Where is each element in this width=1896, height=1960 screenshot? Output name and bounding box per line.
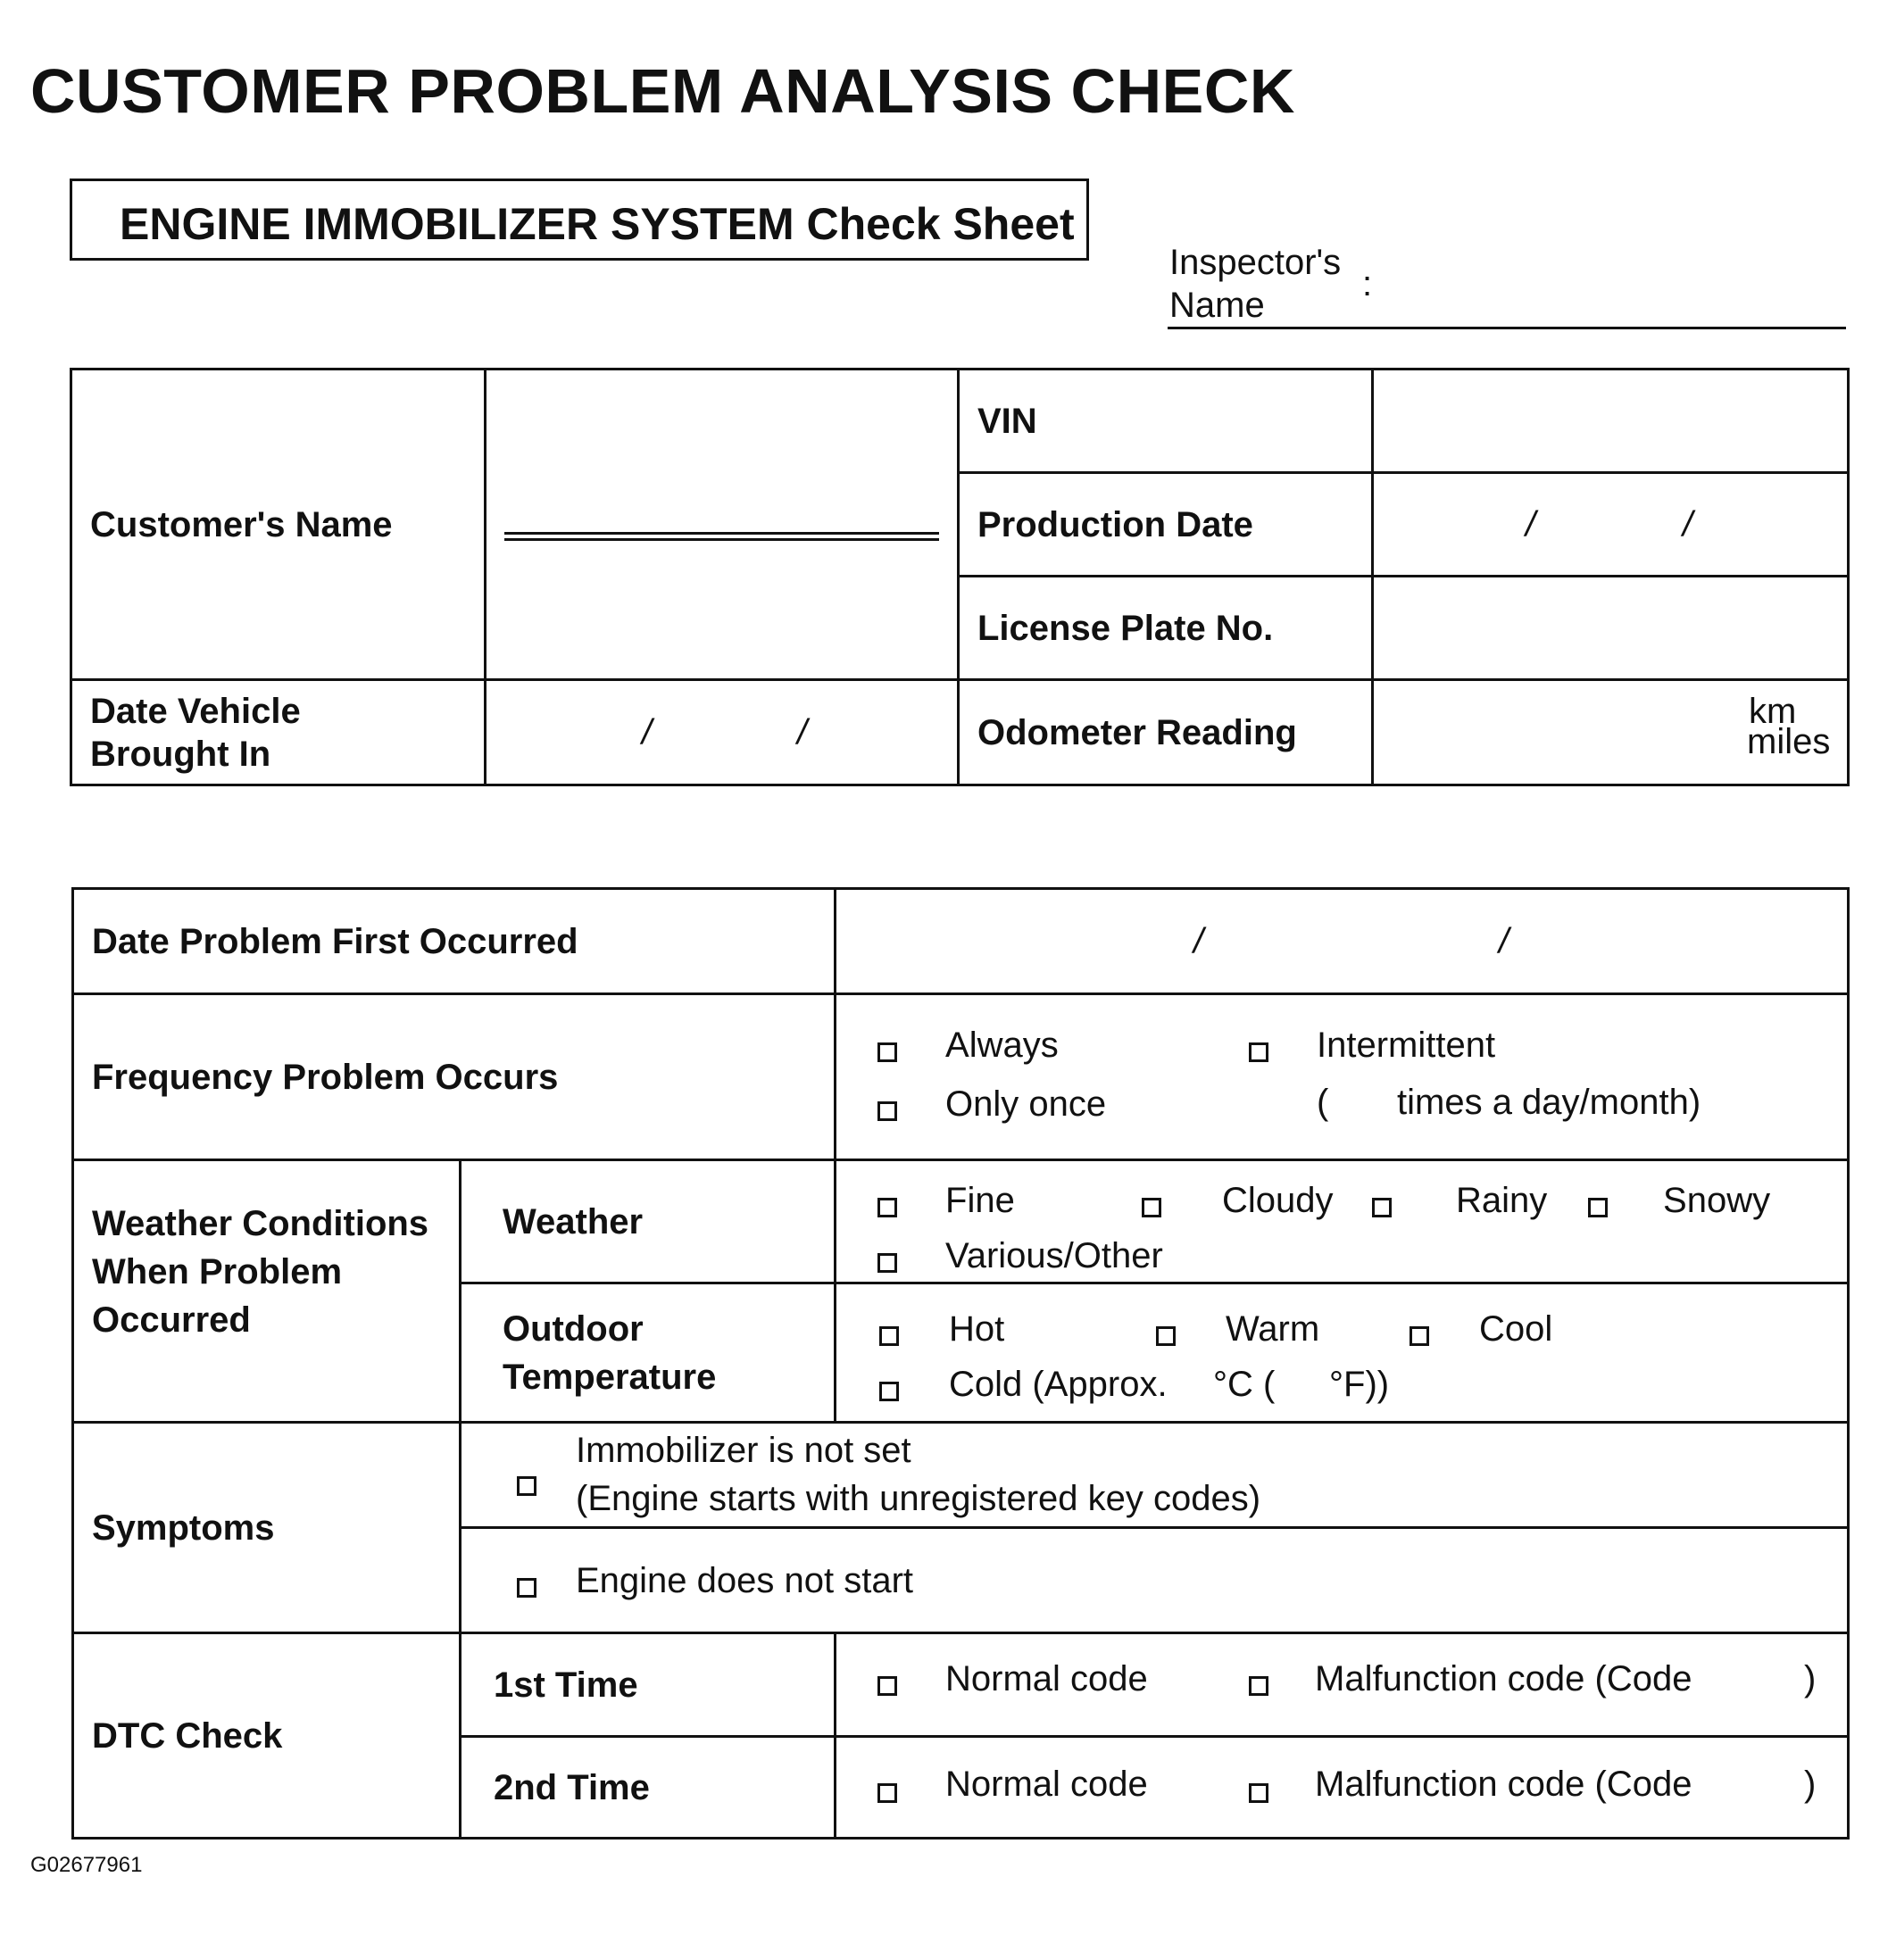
date-slash: / (642, 712, 653, 752)
cloudy-label: Cloudy (1222, 1180, 1334, 1220)
production-date-field[interactable] (1373, 473, 1849, 577)
outdoor-temp-label (461, 1283, 836, 1423)
date-slash: / (1499, 921, 1509, 960)
warm-label: Warm (1226, 1308, 1320, 1349)
odometer-field[interactable] (1373, 680, 1849, 785)
snowy-option[interactable] (1588, 1184, 1608, 1227)
temperature-options (836, 1283, 1849, 1423)
checkbox-icon[interactable] (1249, 1676, 1268, 1696)
various-label: Various/Other (945, 1235, 1163, 1275)
date-slash: / (797, 712, 808, 752)
inspector-label-line1: Inspector's (1169, 243, 1342, 282)
license-plate-label: License Plate No. (959, 577, 1373, 680)
dtc-second-options (836, 1737, 1849, 1839)
warm-option[interactable] (1156, 1313, 1176, 1356)
weather-conditions-line2: When Problem (92, 1252, 343, 1291)
date-brought-in-line2: Brought In (90, 734, 271, 774)
symptom-engine-does-not-start (461, 1528, 1849, 1633)
checkbox-icon[interactable] (517, 1476, 536, 1496)
checkbox-icon[interactable] (877, 1676, 897, 1696)
date-brought-in-label (71, 680, 486, 785)
cool-option[interactable] (1410, 1313, 1429, 1356)
rainy-label: Rainy (1456, 1180, 1548, 1220)
weather-conditions-line1: Weather Conditions (92, 1204, 429, 1243)
symptom-1-option[interactable] (517, 1463, 536, 1506)
license-plate-field[interactable] (1373, 577, 1849, 680)
only-once-option[interactable] (877, 1088, 897, 1131)
dtc1-malfunction-label: Malfunction code (Code (1315, 1658, 1692, 1698)
odometer-label: Odometer Reading (959, 680, 1373, 785)
date-slash: / (1193, 921, 1204, 960)
rainy-option[interactable] (1372, 1184, 1392, 1227)
snowy-label: Snowy (1663, 1180, 1771, 1220)
date-first-occurred-field[interactable] (836, 889, 1849, 994)
inspector-name-label (1169, 241, 1341, 327)
page-title: CUSTOMER PROBLEM ANALYSIS CHECK (30, 56, 1295, 126)
times-paren-open: ( (1317, 1082, 1329, 1122)
dtc-second-time-label: 2nd Time (461, 1737, 836, 1839)
times-label: times a day/month) (1397, 1082, 1701, 1122)
customer-name-field[interactable] (486, 370, 959, 680)
cold-label: Cold (Approx. (949, 1364, 1168, 1404)
frequency-options (836, 994, 1849, 1160)
hot-label: Hot (949, 1308, 1005, 1349)
symptom-1-line1: Immobilizer is not set (576, 1430, 911, 1470)
checkbox-icon[interactable] (879, 1326, 899, 1346)
always-option[interactable] (877, 1029, 897, 1072)
hot-option[interactable] (879, 1313, 899, 1356)
checkbox-icon[interactable] (879, 1382, 899, 1401)
frequency-label: Frequency Problem Occurs (73, 994, 836, 1160)
fine-option[interactable] (877, 1184, 897, 1227)
dtc2-normal-option[interactable] (877, 1770, 897, 1813)
weather-label: Weather (461, 1160, 836, 1283)
date-first-occurred-label: Date Problem First Occurred (73, 889, 836, 994)
weather-conditions-line3: Occurred (92, 1300, 251, 1340)
checkbox-icon[interactable] (1410, 1326, 1429, 1346)
cloudy-option[interactable] (1142, 1184, 1161, 1227)
vin-label: VIN (959, 370, 1373, 473)
cool-label: Cool (1479, 1308, 1553, 1349)
dtc-first-options (836, 1633, 1849, 1737)
dtc2-normal-label: Normal code (945, 1764, 1148, 1804)
date-brought-in-line1: Date Vehicle (90, 691, 301, 731)
vin-field[interactable] (1373, 370, 1849, 473)
figure-id: G02677961 (30, 1853, 143, 1877)
checkbox-icon[interactable] (877, 1198, 897, 1217)
outdoor-temp-line2: Temperature (503, 1357, 717, 1397)
weather-conditions-label (73, 1160, 461, 1423)
always-label: Always (945, 1025, 1059, 1065)
symptom-2-option[interactable] (517, 1565, 536, 1607)
fine-label: Fine (945, 1180, 1015, 1220)
inspector-name-field[interactable] (1168, 327, 1846, 329)
intermittent-label: Intermittent (1317, 1025, 1496, 1065)
problem-table (71, 887, 1850, 1840)
degree-c-label: °C ( (1213, 1364, 1276, 1404)
checkbox-icon[interactable] (877, 1101, 897, 1121)
symptoms-label: Symptoms (73, 1423, 461, 1633)
inspector-colon: : (1362, 264, 1373, 303)
various-option[interactable] (877, 1240, 897, 1283)
date-slash: / (1526, 504, 1536, 544)
checkbox-icon[interactable] (877, 1783, 897, 1803)
dtc1-normal-option[interactable] (877, 1663, 897, 1706)
dtc1-normal-label: Normal code (945, 1658, 1148, 1698)
inspector-label-line2: Name (1169, 286, 1265, 325)
checkbox-icon[interactable] (877, 1253, 897, 1273)
checkbox-icon[interactable] (1156, 1326, 1176, 1346)
customer-name-label: Customer's Name (71, 370, 486, 680)
intermittent-option[interactable] (1249, 1029, 1268, 1072)
dtc-check-label: DTC Check (73, 1633, 461, 1839)
date-slash: / (1683, 504, 1693, 544)
dtc1-malfunction-option[interactable] (1249, 1663, 1268, 1706)
dtc1-close-paren: ) (1804, 1658, 1817, 1698)
weather-options (836, 1160, 1849, 1283)
dtc2-close-paren: ) (1804, 1764, 1817, 1804)
dtc2-malfunction-label: Malfunction code (Code (1315, 1764, 1692, 1804)
symptom-immobilizer-not-set (461, 1423, 1849, 1528)
odometer-unit-miles: miles (1747, 721, 1831, 761)
dtc2-malfunction-option[interactable] (1249, 1770, 1268, 1813)
only-once-label: Only once (945, 1084, 1107, 1124)
checkbox-icon[interactable] (1588, 1198, 1608, 1217)
checkbox-icon[interactable] (877, 1042, 897, 1062)
sheet-title: ENGINE IMMOBILIZER SYSTEM Check Sheet (120, 199, 1075, 249)
production-date-label: Production Date (959, 473, 1373, 577)
cold-option[interactable] (879, 1368, 899, 1411)
degree-f-label: °F)) (1329, 1364, 1390, 1404)
dtc-first-time-label: 1st Time (461, 1633, 836, 1737)
checkbox-icon[interactable] (1249, 1783, 1268, 1803)
outdoor-temp-line1: Outdoor (503, 1308, 644, 1349)
checkbox-icon[interactable] (517, 1578, 536, 1598)
symptom-2-label: Engine does not start (576, 1560, 914, 1600)
odometer-unit-km: km (1749, 691, 1797, 731)
vehicle-info-table (70, 368, 1850, 786)
checkbox-icon[interactable] (1142, 1198, 1161, 1217)
double-underline (504, 532, 939, 541)
checkbox-icon[interactable] (1249, 1042, 1268, 1062)
symptom-1-line2: (Engine starts with unregistered key codes) (576, 1478, 1261, 1518)
date-brought-in-field[interactable] (486, 680, 959, 785)
checkbox-icon[interactable] (1372, 1198, 1392, 1217)
